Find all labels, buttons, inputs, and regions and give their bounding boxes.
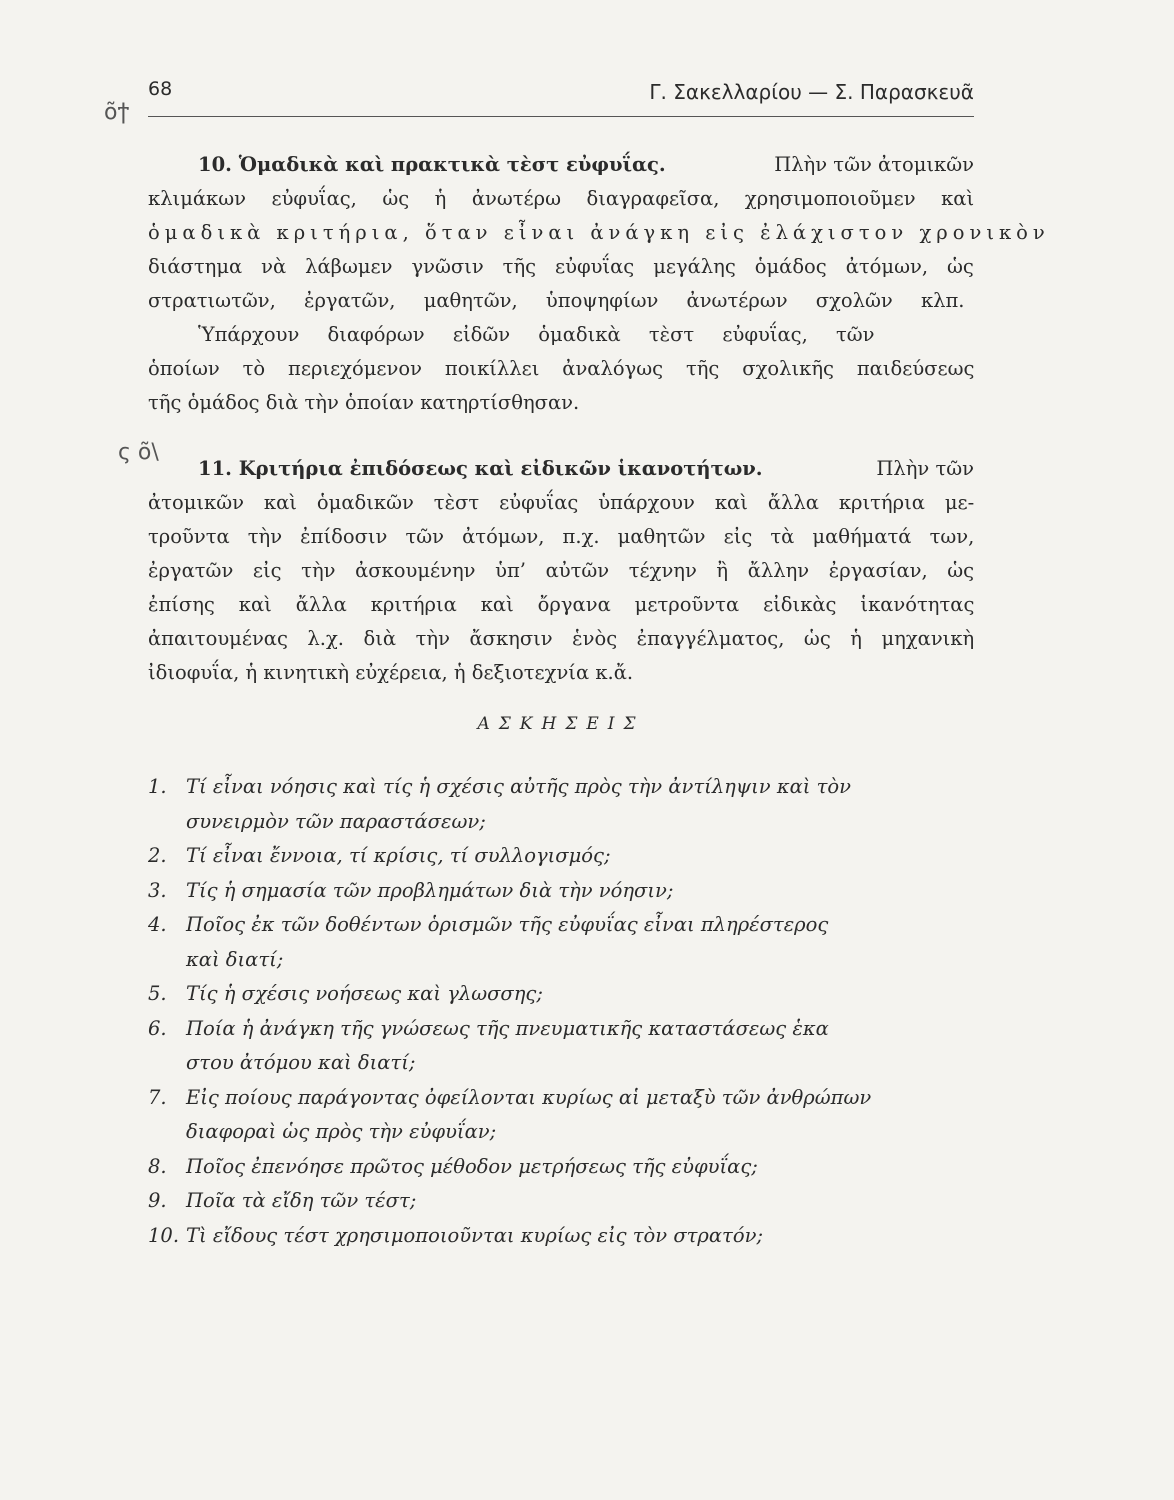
paragraph-line: κλιμάκων εὐφυΐας, ὡς ἡ ἀνωτέρω διαγραφεῖσα, χρησιμοποιοῦμεν καὶ bbox=[148, 187, 975, 210]
exercise-item bbox=[148, 1184, 974, 1219]
exercise-text: Τὶ εἴδους τέστ χρησιμοποιοῦνται κυρίως εἰς τὸν στρατόν; bbox=[186, 1223, 764, 1247]
exercise-text: Τίς ἡ σημασία τῶν προβλημάτων διὰ τὴν νόησιν; bbox=[186, 878, 674, 902]
paragraph-line: στρατιωτῶν, ἐργατῶν, μαθητῶν, ὑποψηφίων ἀνωτέρων σχολῶν κλπ. bbox=[148, 289, 965, 312]
exercises-title: ΑΣΚΗΣΕΙΣ bbox=[477, 714, 645, 734]
paragraph-line: Πλὴν τῶν ἀτομικῶν bbox=[774, 153, 974, 176]
exercise-number: 9. bbox=[148, 1189, 167, 1212]
header-rule bbox=[148, 116, 974, 117]
exercise-number: 8. bbox=[148, 1154, 167, 1178]
exercise-item bbox=[148, 977, 974, 1012]
page-header bbox=[148, 78, 974, 114]
section-11 bbox=[148, 452, 974, 690]
paragraph-line: ὁποίων τὸ περιεχόμενον ποικίλλει ἀναλόγως τῆς σχολικῆς παιδεύσεως bbox=[148, 357, 975, 380]
exercise-line bbox=[148, 874, 974, 909]
exercise-number: 2. bbox=[148, 844, 167, 867]
exercise-line bbox=[148, 1184, 974, 1219]
exercise-line bbox=[148, 977, 974, 1012]
exercise-number: 3. bbox=[148, 878, 167, 902]
exercise-number: 7. bbox=[148, 1085, 167, 1109]
exercise-text: Εἰς ποίους παράγοντας ὀφείλονται κυρίως αἱ μεταξὺ τῶν ἀνθρώπων bbox=[186, 1085, 872, 1109]
exercise-line bbox=[148, 770, 974, 805]
exercise-text-continuation: συνειρμὸν τῶν παραστάσεων; bbox=[186, 809, 486, 833]
paragraph-line: ἀπαιτουμένας λ.χ. διὰ τὴν ἄσκησιν ἑνὸς ἐπαγγέλματος, ὡς ἡ μηχανικὴ bbox=[148, 627, 975, 650]
section-11-heading: 11. Κριτήρια ἐπιδόσεως καὶ εἰδικῶν ἱκανοτήτων. bbox=[198, 457, 763, 480]
exercise-line bbox=[148, 1081, 974, 1116]
exercise-item bbox=[148, 1012, 974, 1081]
exercise-item bbox=[148, 874, 974, 909]
section-11-first-line bbox=[148, 452, 974, 486]
running-head: Γ. Σακελλαρίου — Σ. Παρασκευᾶ bbox=[649, 80, 974, 104]
exercise-line bbox=[148, 908, 974, 943]
exercise-item bbox=[148, 839, 974, 874]
exercise-text: Ποῖος ἐπενόησε πρῶτος μέθοδον μετρήσεως τῆς εὐφυΐας; bbox=[186, 1154, 758, 1178]
section-10-heading: 10. Ὁμαδικὰ καὶ πρακτικὰ τὲστ εὐφυΐας. bbox=[198, 153, 666, 176]
paragraph-line: Πλὴν τῶν bbox=[876, 457, 974, 480]
paragraph-line: τροῦντα τὴν ἐπίδοσιν τῶν ἀτόμων, π.χ. μαθητῶν εἰς τὰ μαθήματά των, bbox=[148, 525, 975, 548]
paragraph-line: διάστημα νὰ λάβωμεν γνῶσιν τῆς εὐφυΐας μεγάλης ὁμάδος ἀτόμων, ὡς bbox=[148, 255, 974, 278]
paragraph-line: ἐργατῶν εἰς τὴν ἀσκουμένην ὑπ’ αὐτῶν τέχνην ἢ ἄλλην ἐργασίαν, ὡς bbox=[148, 559, 975, 582]
exercise-number: 4. bbox=[148, 913, 167, 936]
paragraph-line: ἀτομικῶν καὶ ὁμαδικῶν τὲστ εὐφυΐας ὑπάρχουν καὶ ἄλλα κριτήρια με- bbox=[148, 491, 975, 514]
exercise-item bbox=[148, 1081, 974, 1150]
exercise-item bbox=[148, 908, 974, 977]
exercise-line bbox=[148, 1012, 974, 1047]
section-10 bbox=[148, 148, 1050, 420]
section-10-first-line bbox=[148, 148, 974, 182]
exercise-text-continuation: στου ἀτόμου καὶ διατί; bbox=[186, 1051, 416, 1074]
exercise-number: 1. bbox=[148, 775, 167, 798]
paragraph-line: ἰδιοφυΐα, ἡ κινητικὴ εὐχέρεια, ἡ δεξιοτεχνία κ.ἄ. bbox=[148, 661, 634, 684]
exercises-list bbox=[148, 770, 974, 1253]
exercise-line bbox=[148, 1219, 974, 1254]
paragraph-line: ὁμαδικὰ κριτήρια, ὅταν εἶναι ἀνάγκη εἰς ἐλάχιστον χρονικὸν bbox=[148, 221, 1050, 244]
exercise-text: Τίς ἡ σχέσις νοήσεως καὶ γλωσσης; bbox=[186, 982, 543, 1005]
handwritten-margin-mark-top: ο͂ϯ bbox=[104, 100, 130, 125]
exercise-text: Ποία ἡ ἀνάγκη τῆς γνώσεως τῆς πνευματικῆς καταστάσεως ἑκα bbox=[186, 1016, 829, 1040]
exercise-item bbox=[148, 770, 974, 839]
exercise-item bbox=[148, 1219, 974, 1254]
exercise-number: 10. bbox=[148, 1223, 180, 1247]
exercise-text: Ποῖος ἐκ τῶν δοθέντων ὁρισμῶν τῆς εὐφυΐας εἶναι πληρέστερος bbox=[186, 913, 829, 936]
exercise-text-continuation: διαφοραὶ ὡς πρὸς τὴν εὐφυΐαν; bbox=[186, 1120, 497, 1143]
paragraph-line: Ὑπάρχουν διαφόρων εἰδῶν ὁμαδικὰ τὲστ εὐφυΐας, τῶν bbox=[198, 323, 875, 346]
exercise-text-continuation: καὶ διατί; bbox=[186, 947, 284, 971]
exercise-text: Ποῖα τὰ εἴδη τῶν τέστ; bbox=[186, 1189, 417, 1212]
exercise-line bbox=[148, 1150, 974, 1185]
exercise-number: 5. bbox=[148, 982, 167, 1005]
paragraph-line: τῆς ὁμάδος διὰ τὴν ὁποίαν κατηρτίσθησαν. bbox=[148, 391, 580, 414]
exercise-item bbox=[148, 1150, 974, 1185]
exercise-text: Τί εἶναι νόησις καὶ τίς ἡ σχέσις αὐτῆς πρὸς τὴν ἀντίληψιν καὶ τὸν bbox=[186, 775, 852, 798]
handwritten-margin-mark-mid: ς ο͂\ bbox=[118, 440, 159, 465]
page-number: 68 bbox=[148, 78, 173, 100]
exercise-number: 6. bbox=[148, 1016, 167, 1040]
exercise-line bbox=[148, 839, 974, 874]
exercise-text: Τί εἶναι ἔννοια, τί κρίσις, τί συλλογισμός; bbox=[186, 844, 611, 867]
paragraph-line: ἐπίσης καὶ ἄλλα κριτήρια καὶ ὄργανα μετροῦντα εἰδικὰς ἱκανότητας bbox=[148, 593, 975, 616]
